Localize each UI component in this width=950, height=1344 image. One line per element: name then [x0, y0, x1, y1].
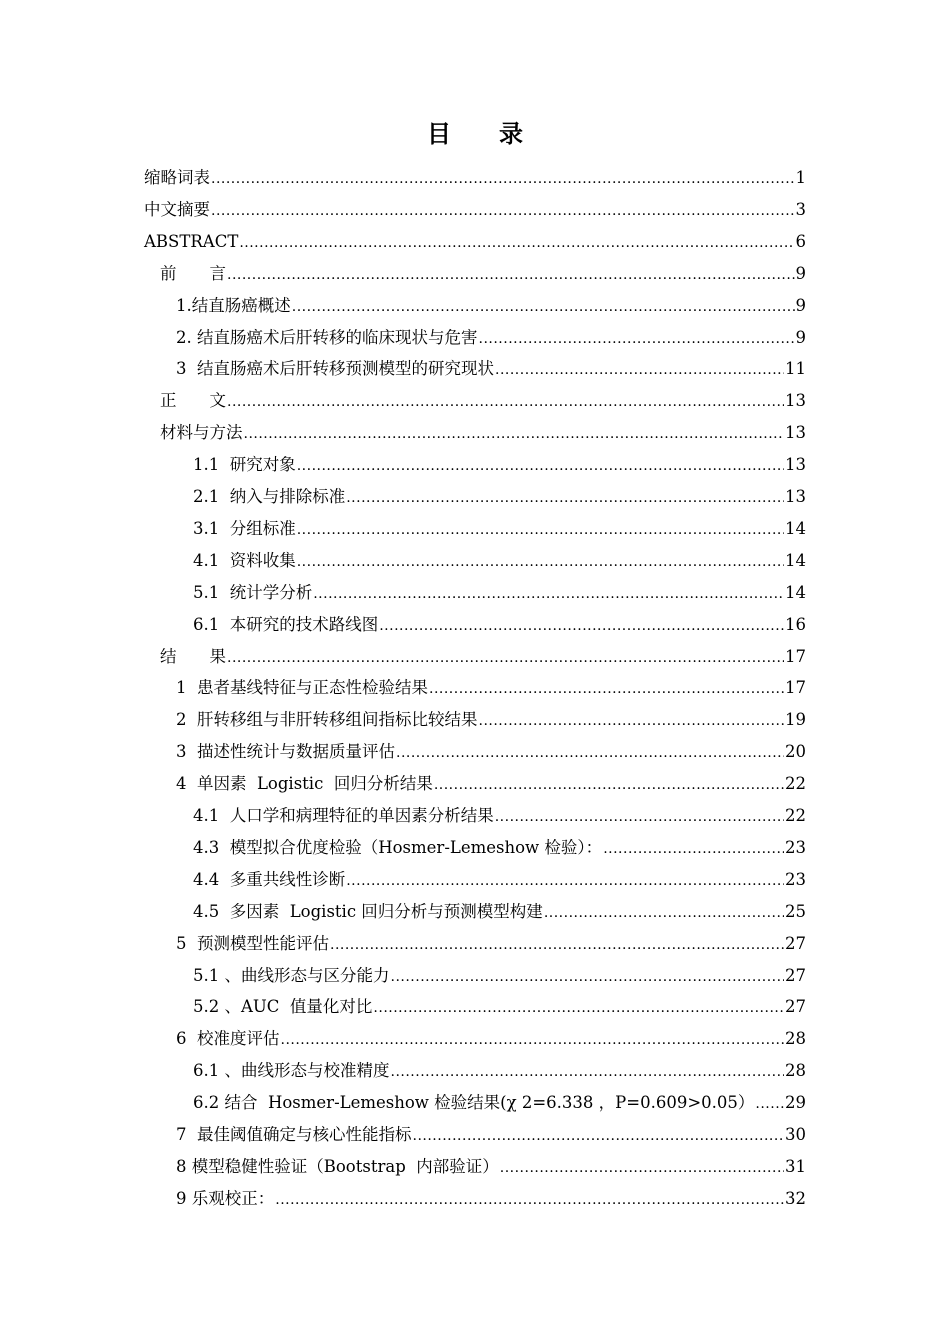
- toc-entry-label: 结 果: [160, 646, 226, 666]
- toc-entry-page: 29: [785, 1093, 806, 1113]
- toc-leader-dots: [292, 291, 795, 323]
- toc-entry[interactable]: [193, 481, 806, 513]
- toc-leader-dots: [244, 418, 785, 450]
- toc-entry[interactable]: [144, 194, 806, 226]
- toc-entry-label: 2. 结直肠癌术后肝转移的临床现状与危害: [176, 327, 478, 347]
- toc-entry[interactable]: [193, 864, 806, 896]
- toc-entry[interactable]: [160, 385, 806, 417]
- toc-entry-label: 6 校准度评估: [176, 1029, 280, 1049]
- toc-entry-page: 14: [785, 518, 806, 538]
- toc-leader-dots: [373, 992, 784, 1024]
- toc-entry[interactable]: [193, 577, 806, 609]
- toc-leader-dots: [500, 1152, 784, 1184]
- toc-entry-page: 32: [785, 1188, 806, 1208]
- toc-title-char-2: 录: [499, 120, 523, 148]
- toc-entry-page: 13: [785, 391, 806, 411]
- toc-leader-dots: [479, 323, 795, 355]
- toc-entry-label: 3 结直肠癌术后肝转移预测模型的研究现状: [176, 359, 494, 379]
- toc-entry-page: 13: [785, 487, 806, 506]
- toc-entry-page: 28: [785, 1029, 806, 1049]
- toc-entry[interactable]: [176, 1151, 806, 1183]
- toc-entry-label: 3 描述性统计与数据质量评估: [176, 742, 395, 762]
- toc-entry-label: 5.1 、曲线形态与区分能力: [193, 965, 390, 985]
- toc-entry-label: 4.3 模型拟合优度检验（Hosmer-Lemeshow 检验）：: [193, 837, 603, 857]
- toc-title: [0, 114, 950, 149]
- toc-leader-dots: [281, 1024, 785, 1056]
- toc-entry-page: 27: [785, 997, 806, 1017]
- toc-leader-dots: [544, 897, 784, 929]
- toc-entry-page: 30: [785, 1125, 806, 1144]
- toc-leader-dots: [346, 865, 784, 897]
- toc-entry[interactable]: [193, 513, 806, 545]
- toc-entry-label: 5.2 、AUC 值量化对比: [193, 997, 373, 1017]
- toc-leader-dots: [227, 386, 784, 418]
- toc-entry[interactable]: [193, 832, 806, 864]
- toc-leader-dots: [297, 450, 784, 482]
- toc-leader-dots: [479, 705, 785, 737]
- toc-entry-page: 3: [795, 199, 806, 219]
- toc-entry[interactable]: [176, 322, 806, 354]
- toc-entry-label: 缩略词表: [144, 168, 210, 187]
- toc-entry-page: 13: [785, 455, 806, 475]
- toc-entry-label: 1.1 研究对象: [193, 455, 296, 475]
- toc-leader-dots: [346, 482, 784, 514]
- toc-leader-dots: [495, 354, 784, 386]
- toc-entry[interactable]: [176, 768, 806, 800]
- toc-leader-dots: [379, 610, 784, 642]
- toc-entry-label: 5.1 统计学分析: [193, 582, 313, 602]
- toc-entry[interactable]: [176, 1119, 806, 1151]
- toc-entry-label: 前 言: [160, 263, 226, 283]
- toc-entry[interactable]: [176, 704, 806, 736]
- toc-entry[interactable]: [193, 449, 806, 481]
- toc-leader-dots: [313, 578, 784, 610]
- toc-entry[interactable]: [193, 991, 806, 1023]
- toc-entry-page: 9: [795, 295, 806, 315]
- toc-entry-page: 17: [785, 646, 806, 666]
- toc-leader-dots: [755, 1088, 784, 1120]
- toc-entry-page: 27: [785, 965, 806, 985]
- toc-entry-page: 13: [785, 423, 806, 443]
- toc-entry[interactable]: [144, 162, 806, 194]
- toc-leader-dots: [227, 642, 784, 674]
- toc-entry-label: 2.1 纳入与排除标准: [193, 487, 346, 506]
- toc-entry[interactable]: [176, 353, 806, 385]
- toc-entry-page: 17: [785, 678, 806, 698]
- toc-leader-dots: [239, 227, 794, 259]
- toc-entry-label: 9 乐观校正：: [176, 1188, 275, 1208]
- toc-entry-page: 16: [785, 614, 806, 634]
- toc-leader-dots: [227, 259, 795, 291]
- toc-entry-label: 6.2 结合 Hosmer-Lemeshow 检验结果(χ 2=6.338 ，P=0.609>0.05）: [193, 1093, 755, 1113]
- toc-entry-label: 6.1 本研究的技术路线图: [193, 614, 379, 634]
- toc-entry[interactable]: [176, 672, 806, 704]
- toc-entry-page: 28: [785, 1061, 806, 1081]
- toc-entry-page: 14: [785, 582, 806, 602]
- toc-leader-dots: [434, 769, 784, 801]
- toc-entry[interactable]: [176, 736, 806, 768]
- toc-entry-label: 4 单因素 Logistic 回归分析结果: [176, 774, 433, 794]
- toc-leader-dots: [391, 1056, 785, 1088]
- toc-entry[interactable]: [160, 641, 806, 673]
- toc-entry-page: 23: [785, 837, 806, 857]
- toc-entry-page: 31: [785, 1156, 806, 1176]
- toc-entry[interactable]: [160, 417, 806, 449]
- toc-entry-page: 23: [785, 869, 806, 889]
- toc-leader-dots: [275, 1184, 784, 1216]
- toc-entry-page: 9: [795, 327, 806, 347]
- toc-entry-page: 9: [795, 263, 806, 283]
- toc-entry-label: 4.4 多重共线性诊断: [193, 869, 346, 889]
- toc-entry[interactable]: [144, 226, 806, 258]
- toc-leader-dots: [413, 1120, 785, 1152]
- toc-entry[interactable]: [176, 928, 806, 960]
- toc-leader-dots: [211, 195, 795, 227]
- toc-entry[interactable]: [176, 1183, 806, 1215]
- toc-entry-page: 22: [785, 806, 806, 825]
- toc-entry-label: 7 最佳阈值确定与核心性能指标: [176, 1125, 412, 1144]
- toc-entry-label: 4.5 多因素 Logistic 回归分析与预测模型构建: [193, 901, 543, 921]
- toc-entry[interactable]: [193, 1087, 806, 1119]
- toc-entry-label: 中文摘要: [144, 199, 210, 219]
- toc-entry[interactable]: [176, 1023, 806, 1055]
- toc-leader-dots: [495, 801, 784, 833]
- toc-entry-label: 1 患者基线特征与正态性检验结果: [176, 678, 428, 698]
- toc-entry-label: 1.结直肠癌概述: [176, 295, 291, 315]
- toc-entry-label: 2 肝转移组与非肝转移组间指标比较结果: [176, 710, 478, 730]
- toc-leader-dots: [396, 737, 784, 769]
- toc-entry-label: 4.1 资料收集: [193, 550, 296, 570]
- toc-entry[interactable]: [193, 896, 806, 928]
- toc-entry-label: 材料与方法: [160, 423, 243, 443]
- toc-entry-page: 14: [785, 550, 806, 570]
- toc-entry[interactable]: [160, 258, 806, 290]
- toc-entry-page: 22: [785, 774, 806, 794]
- toc-entry-label: 3.1 分组标准: [193, 518, 296, 538]
- toc-entry-page: 1: [795, 168, 806, 187]
- toc-leader-dots: [297, 546, 784, 578]
- toc-entry-page: 19: [785, 710, 806, 730]
- toc-entry-page: 20: [785, 742, 806, 762]
- toc-leader-dots: [391, 961, 785, 993]
- toc-entry-page: 25: [785, 901, 806, 921]
- toc-entry-page: 11: [785, 359, 806, 379]
- toc-entry[interactable]: [176, 290, 806, 322]
- toc-entry-label: 8 模型稳健性验证（Bootstrap 内部验证）: [176, 1156, 499, 1176]
- toc-leader-dots: [429, 673, 784, 705]
- toc-entry-label: 5 预测模型性能评估: [176, 933, 329, 953]
- toc-entry[interactable]: [193, 1055, 806, 1087]
- toc-leader-dots: [297, 514, 784, 546]
- toc-entry-label: 4.1 人口学和病理特征的单因素分析结果: [193, 806, 494, 825]
- toc-entry[interactable]: [193, 800, 806, 832]
- toc-leader-dots: [211, 163, 795, 195]
- toc-entry[interactable]: [193, 609, 806, 641]
- toc-entry-label: 6.1 、曲线形态与校准精度: [193, 1061, 390, 1081]
- toc-leader-dots: [330, 929, 784, 961]
- toc-entry[interactable]: [193, 960, 806, 992]
- toc-entry-page: 27: [785, 933, 806, 953]
- toc-entry-label: ABSTRACT: [144, 231, 239, 251]
- toc-title-char-1: 目: [427, 120, 451, 148]
- toc-entry-page: 6: [795, 231, 806, 251]
- toc-leader-dots: [603, 833, 784, 865]
- toc-entry-label: 正 文: [160, 391, 226, 411]
- toc-entry[interactable]: [193, 545, 806, 577]
